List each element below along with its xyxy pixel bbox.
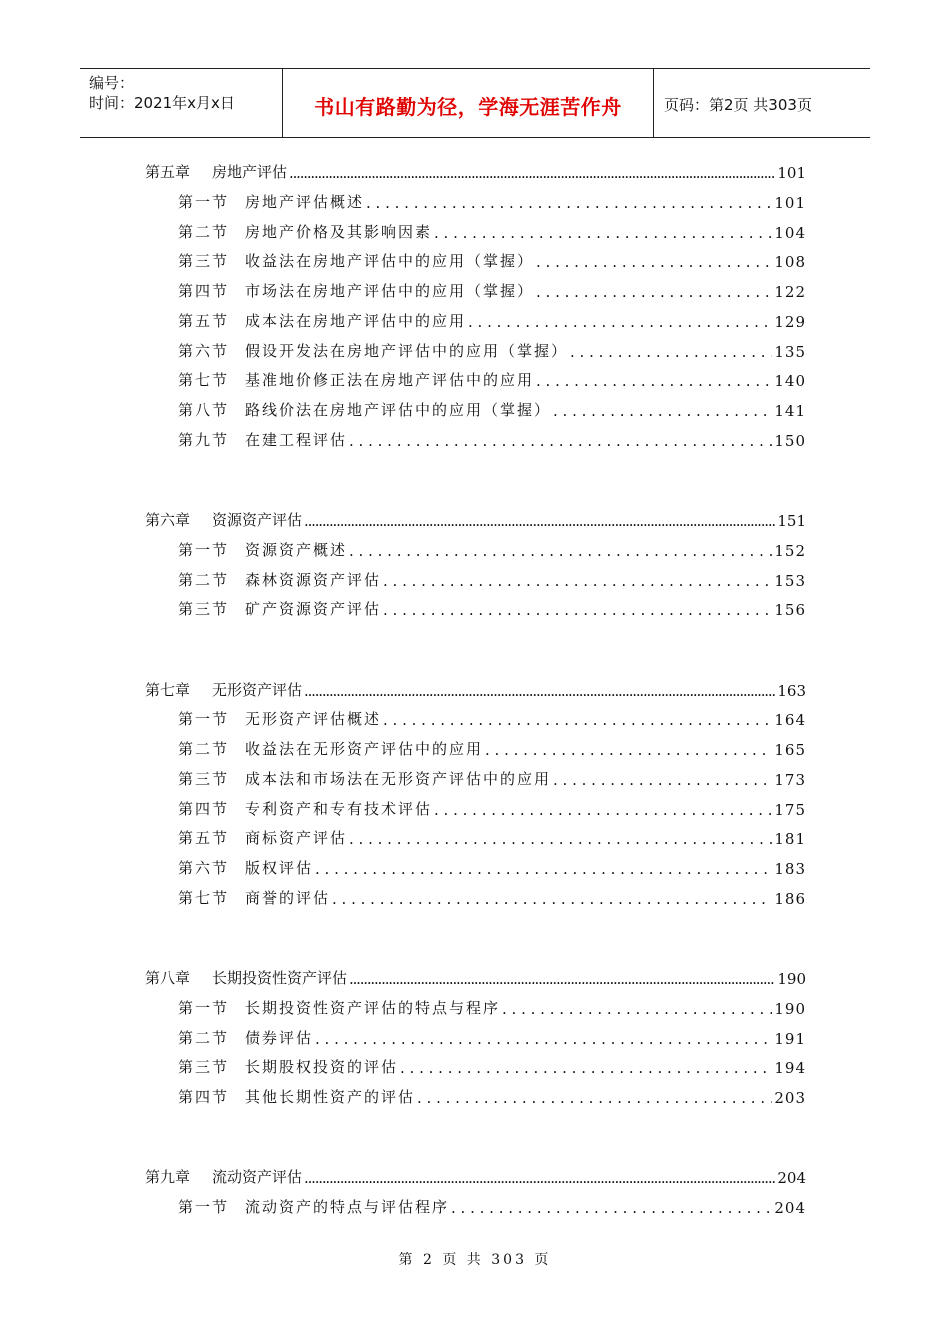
code-label: 编号： — [89, 74, 135, 92]
dot-leader — [553, 771, 772, 789]
page-number: 153 — [774, 572, 806, 590]
dot-leader — [315, 1030, 772, 1048]
section-number: 第四节 — [178, 282, 230, 300]
section-number: 第一节 — [178, 541, 230, 559]
dot-leader — [304, 512, 775, 530]
toc-section-row[interactable] — [145, 1195, 806, 1217]
page-number: 181 — [774, 830, 806, 848]
dot-leader — [332, 890, 772, 908]
dot-leader — [553, 402, 772, 420]
section-number: 第二节 — [178, 740, 230, 758]
section-title: 收益法在房地产评估中的应用（掌握） — [245, 252, 535, 270]
page-info: 页码：第2页 共303页 — [664, 96, 812, 114]
section-number: 第七节 — [178, 371, 230, 389]
toc-section-row[interactable] — [145, 1055, 806, 1077]
dot-leader — [289, 164, 775, 182]
page-number: 186 — [774, 890, 806, 908]
section-number: 第二节 — [178, 1029, 230, 1047]
page-number: 122 — [774, 283, 806, 301]
page-number: 173 — [774, 771, 806, 789]
toc-chapter-row[interactable] — [145, 966, 806, 988]
page-number: 151 — [777, 512, 806, 530]
page-number: 129 — [774, 313, 806, 331]
page-number: 104 — [774, 224, 806, 242]
section-number: 第八节 — [178, 401, 230, 419]
page-number: 183 — [774, 860, 806, 878]
toc-section-row[interactable] — [145, 737, 806, 759]
toc-chapter-row[interactable] — [145, 508, 806, 530]
section-title: 房地产价格及其影响因素 — [245, 223, 433, 241]
toc-section-row[interactable] — [145, 886, 806, 908]
toc-section-row[interactable] — [145, 538, 806, 560]
section-number: 第三节 — [178, 1058, 230, 1076]
page-number: 108 — [774, 253, 806, 271]
header-motto-cell — [283, 69, 654, 137]
dot-leader — [536, 283, 772, 301]
section-title: 商标资产评估 — [245, 829, 348, 847]
page-number: 135 — [774, 343, 806, 361]
section-title: 基准地价修正法在房地产评估中的应用 — [245, 371, 535, 389]
section-number: 第二节 — [178, 223, 230, 241]
dot-leader — [383, 711, 772, 729]
section-title: 长期股权投资的评估 — [245, 1058, 399, 1076]
toc-section-row[interactable] — [145, 220, 806, 242]
toc-section-row[interactable] — [145, 996, 806, 1018]
section-title: 市场法在房地产评估中的应用（掌握） — [245, 282, 535, 300]
toc-section-row[interactable] — [145, 1026, 806, 1048]
page-number: 150 — [774, 432, 806, 450]
section-number: 第五节 — [178, 312, 230, 330]
section-number: 第六节 — [178, 859, 230, 877]
page-number: 164 — [774, 711, 806, 729]
toc-section-row[interactable] — [145, 707, 806, 729]
date-label: 时间：2021年x月x日 — [89, 94, 235, 112]
section-number: 第五节 — [178, 829, 230, 847]
chapter-number: 第九章 — [145, 1168, 191, 1186]
chapter-title: 长期投资性资产评估 — [212, 969, 348, 987]
page-number: 165 — [774, 741, 806, 759]
section-title: 假设开发法在房地产评估中的应用（掌握） — [245, 342, 569, 360]
section-number: 第六节 — [178, 342, 230, 360]
dot-leader — [349, 970, 775, 988]
dot-leader — [304, 682, 775, 700]
toc-section-row[interactable] — [145, 398, 806, 420]
dot-leader — [383, 601, 772, 619]
section-number: 第二节 — [178, 571, 230, 589]
section-title: 其他长期性资产的评估 — [245, 1088, 416, 1106]
header-page-cell — [654, 69, 870, 137]
section-number: 第三节 — [178, 770, 230, 788]
section-number: 第一节 — [178, 710, 230, 728]
dot-leader — [570, 343, 772, 361]
toc-chapter-row[interactable] — [145, 160, 806, 182]
toc-section-row[interactable] — [145, 767, 806, 789]
section-title: 专利资产和专有技术评估 — [245, 800, 433, 818]
page-number: 190 — [777, 970, 806, 988]
page-number: 140 — [774, 372, 806, 390]
section-number: 第一节 — [178, 193, 230, 211]
section-title: 无形资产评估概述 — [245, 710, 382, 728]
toc-chapter-row[interactable] — [145, 1165, 806, 1187]
dot-leader — [366, 194, 772, 212]
page-number: 190 — [774, 1000, 806, 1018]
chapter-title: 资源资产评估 — [212, 511, 303, 529]
page-number: 101 — [774, 194, 806, 212]
toc-section-row[interactable] — [145, 309, 806, 331]
page-number: 156 — [774, 601, 806, 619]
toc-section-row[interactable] — [145, 597, 806, 619]
document-header — [80, 68, 870, 138]
page-number: 203 — [774, 1089, 806, 1107]
page-number: 194 — [774, 1059, 806, 1077]
section-title: 资源资产概述 — [245, 541, 348, 559]
page-number: 152 — [774, 542, 806, 560]
section-title: 版权评估 — [245, 859, 314, 877]
page-number: 191 — [774, 1030, 806, 1048]
page-number: 204 — [774, 1199, 806, 1217]
page-number: 141 — [774, 402, 806, 420]
dot-leader — [536, 372, 772, 390]
section-title: 长期投资性资产评估的特点与程序 — [245, 999, 501, 1017]
dot-leader — [349, 542, 772, 560]
section-title: 债券评估 — [245, 1029, 314, 1047]
toc-section-row[interactable] — [145, 249, 806, 271]
toc-section-row[interactable] — [145, 797, 806, 819]
dot-leader — [400, 1059, 772, 1077]
section-title: 矿产资源资产评估 — [245, 600, 382, 618]
toc-chapter-row[interactable] — [145, 678, 806, 700]
dot-leader — [468, 313, 772, 331]
section-title: 流动资产的特点与评估程序 — [245, 1198, 450, 1216]
toc-section-row[interactable] — [145, 1085, 806, 1107]
section-title: 收益法在无形资产评估中的应用 — [245, 740, 484, 758]
toc-section-row[interactable] — [145, 339, 806, 361]
section-title: 房地产评估概述 — [245, 193, 365, 211]
section-title: 成本法和市场法在无形资产评估中的应用 — [245, 770, 552, 788]
page-number: 163 — [777, 682, 806, 700]
dot-leader — [349, 830, 772, 848]
toc-section-row[interactable] — [145, 826, 806, 848]
chapter-number: 第八章 — [145, 969, 191, 987]
section-number: 第一节 — [178, 1198, 230, 1216]
dot-leader — [349, 432, 772, 450]
toc-section-row[interactable] — [145, 368, 806, 390]
dot-leader — [315, 860, 772, 878]
header-meta-cell — [80, 69, 283, 137]
section-title: 成本法在房地产评估中的应用 — [245, 312, 467, 330]
section-title: 在建工程评估 — [245, 431, 348, 449]
dot-leader — [434, 801, 772, 819]
toc-section-row[interactable] — [145, 568, 806, 590]
chapter-title: 流动资产评估 — [212, 1168, 303, 1186]
section-title: 路线价法在房地产评估中的应用（掌握） — [245, 401, 552, 419]
motto-text: 书山有路勤为径，学海无涯苦作舟 — [314, 95, 622, 119]
chapter-number: 第五章 — [145, 163, 191, 181]
toc-section-row[interactable] — [145, 279, 806, 301]
section-number: 第七节 — [178, 889, 230, 907]
toc-section-row[interactable] — [145, 856, 806, 878]
dot-leader — [536, 253, 772, 271]
page-footer: 第 2 页 共 303 页 — [398, 1252, 552, 1268]
dot-leader — [417, 1089, 772, 1107]
dot-leader — [502, 1000, 772, 1018]
page-number: 101 — [777, 164, 806, 182]
dot-leader — [304, 1169, 775, 1187]
chapter-title: 房地产评估 — [212, 163, 288, 181]
dot-leader — [383, 572, 772, 590]
dot-leader — [451, 1199, 772, 1217]
section-title: 森林资源资产评估 — [245, 571, 382, 589]
dot-leader — [434, 224, 772, 242]
section-number: 第三节 — [178, 252, 230, 270]
toc-section-row[interactable] — [145, 428, 806, 450]
chapter-title: 无形资产评估 — [212, 681, 303, 699]
chapter-number: 第七章 — [145, 681, 191, 699]
chapter-number: 第六章 — [145, 511, 191, 529]
section-number: 第一节 — [178, 999, 230, 1017]
section-number: 第四节 — [178, 1088, 230, 1106]
section-title: 商誉的评估 — [245, 889, 331, 907]
section-number: 第四节 — [178, 800, 230, 818]
section-number: 第九节 — [178, 431, 230, 449]
page-number: 175 — [774, 801, 806, 819]
section-number: 第三节 — [178, 600, 230, 618]
page-number: 204 — [777, 1169, 806, 1187]
dot-leader — [485, 741, 772, 759]
toc-section-row[interactable] — [145, 190, 806, 212]
